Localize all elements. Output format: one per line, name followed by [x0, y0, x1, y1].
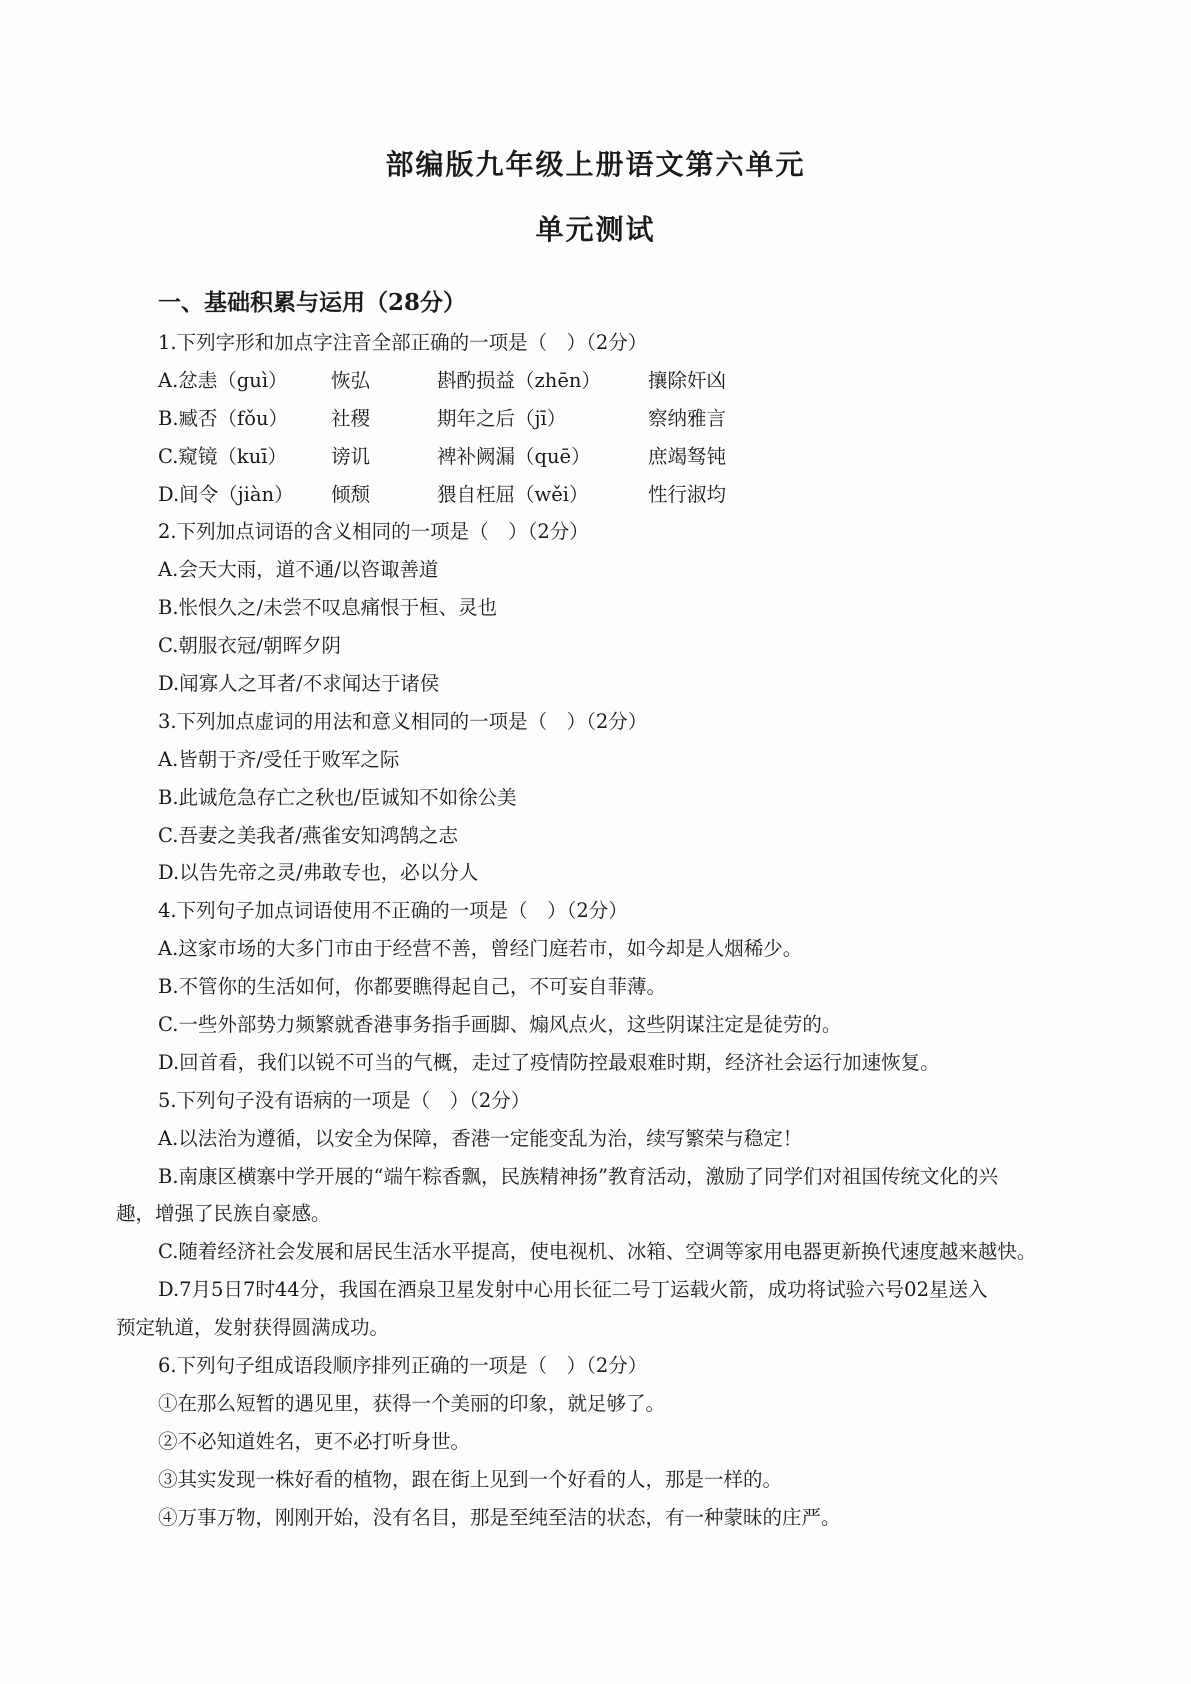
q1-option-b — [158, 400, 1078, 438]
q4-option-c: C.一些外部势力频繁就香港事务指手画脚、煽风点火，这些阴谋注定是徒劳的。 — [158, 1013, 842, 1037]
doc-title: 部编版九年级上册语文第六单元 — [385, 148, 806, 181]
q2-option-c: C.朝服衣冠/朝晖夕阴 — [158, 634, 341, 658]
question-1-stem: 1.下列字形和加点字注音全部正确的一项是（ ）（2分） — [158, 331, 648, 354]
q5-option-a: A.以法治为遵循，以安全为保障，香港一定能变乱为治，续写繁荣与稳定！ — [158, 1126, 803, 1150]
q1-a-1: A.忿恚（guì） — [158, 368, 288, 392]
section-heading: 一、基础积累与运用（28分） — [158, 289, 467, 316]
q1-b-4: 察纳雅言 — [648, 406, 727, 430]
q6-item-1: ①在那么短暂的遇见里，获得一个美丽的印象，就足够了。 — [158, 1391, 666, 1415]
question-3-stem: 3.下列加点虚词的用法和意义相同的一项是（ ）（2分） — [158, 709, 648, 733]
q1-c-4: 庶竭驽钝 — [648, 444, 727, 468]
q1-b-2: 社稷 — [331, 406, 371, 430]
q4-option-d: D.回首看，我们以锐不可当的气概，走过了疫情防控最艰难时期，经济社会运行加速恢复。 — [158, 1050, 940, 1074]
q5-option-c: C.随着经济社会发展和居民生活水平提高，使电视机、冰箱、空调等家用电器更新换代速度越来越快。 — [158, 1240, 1037, 1264]
q3-option-c: C.吾妻之美我者/燕雀安知鸿鹄之志 — [158, 823, 458, 847]
q2-option-b: B.怅恨久之/未尝不叹息痛恨于桓、灵也 — [158, 596, 498, 620]
q3-option-a: A.皆朝于齐/受任于败军之际 — [158, 747, 400, 771]
q6-item-2: ②不必知道姓名，更不必打听身世。 — [158, 1429, 471, 1453]
q1-b-1: B.臧否（fǒu） — [158, 406, 289, 430]
q1-option-c — [158, 438, 1078, 476]
q6-item-4: ④万事万物，刚刚开始，没有名目，那是至纯至洁的状态，有一种蒙昧的庄严。 — [158, 1505, 841, 1529]
question-5-stem: 5.下列句子没有语病的一项是（ ）（2分） — [158, 1088, 531, 1112]
q5-option-b-cont: 趣，增强了民族自豪感。 — [116, 1202, 331, 1226]
q1-option-d — [158, 476, 1078, 514]
question-6-stem: 6.下列句子组成语段顺序排列正确的一项是（ ）（2分） — [158, 1354, 648, 1378]
q4-option-a: A.这家市场的大多门市由于经营不善，曾经门庭若市，如今却是人烟稀少。 — [158, 937, 803, 961]
q1-a-2: 恢弘 — [331, 368, 371, 392]
q1-option-a — [158, 362, 1078, 400]
q3-option-d: D.以告先帝之灵/弗敢专也，必以分人 — [158, 861, 479, 885]
q1-d-2: 倾颓 — [331, 482, 371, 506]
q1-d-4: 性行淑均 — [648, 482, 727, 506]
q1-a-4: 攘除奸凶 — [648, 368, 727, 392]
question-4-stem: 4.下列句子加点词语使用不正确的一项是（ ）（2分） — [158, 899, 628, 923]
q5-option-b: B.南康区横寨中学开展的“端午粽香飘，民族精神扬”教育活动，激励了同学们对祖国传统文化的兴 — [158, 1164, 998, 1188]
q1-c-3: 裨补阙漏（quē） — [437, 444, 591, 468]
q1-a-3: 斟酌损益（zhēn） — [437, 368, 601, 392]
q4-option-b: B.不管你的生活如何，你都要瞧得起自己，不可妄自菲薄。 — [158, 975, 667, 999]
q1-d-1: D.间令（jiàn） — [158, 482, 294, 506]
q5-option-d: D.7月5日7时44分，我国在酒泉卫星发射中心用长征二号丁运载火箭，成功将试验六号02星送入 — [158, 1278, 988, 1302]
doc-subtitle: 单元测试 — [535, 213, 656, 246]
question-2-stem: 2.下列加点词语的含义相同的一项是（ ）（2分） — [158, 520, 589, 544]
q1-b-3: 期年之后（jī） — [437, 406, 567, 430]
q1-c-2: 谤讥 — [331, 444, 371, 468]
q3-option-b: B.此诚危急存亡之秋也/臣诚知不如徐公美 — [158, 785, 517, 809]
q2-option-a: A.会天大雨，道不通/以咨诹善道 — [158, 558, 439, 582]
q1-d-3: 猥自枉屈（wěi） — [437, 482, 589, 506]
q2-option-d: D.闻寡人之耳者/不求闻达于诸侯 — [158, 672, 440, 696]
q6-item-3: ③其实发现一株好看的植物，跟在街上见到一个好看的人，那是一样的。 — [158, 1467, 783, 1491]
q5-option-d-cont: 预定轨道，发射获得圆满成功。 — [116, 1316, 390, 1340]
question-body — [116, 324, 1078, 1537]
q1-c-1: C.窥镜（kuī） — [158, 444, 288, 468]
